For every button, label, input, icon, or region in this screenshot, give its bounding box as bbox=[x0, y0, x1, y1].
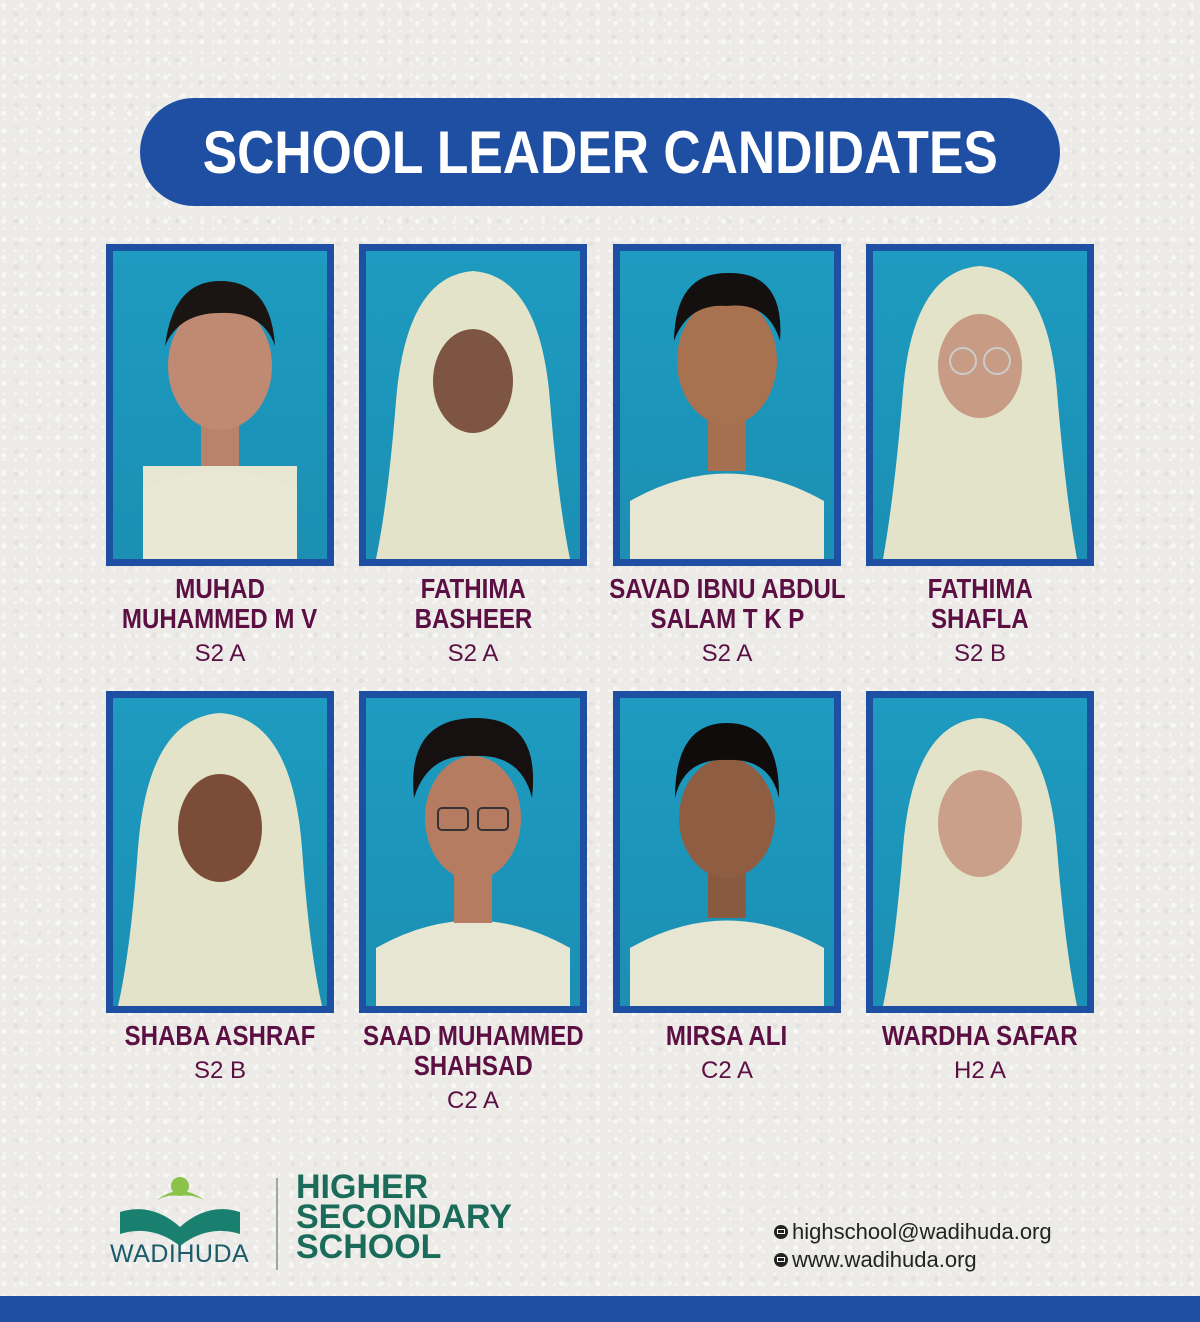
candidate-class: H2 A bbox=[953, 1057, 1007, 1084]
candidate-name: MIRSA ALI bbox=[666, 1020, 788, 1051]
email-icon bbox=[774, 1225, 788, 1239]
photo-frame bbox=[106, 691, 334, 1013]
candidate-name: MUHAD MUHAMMED M V bbox=[122, 573, 318, 634]
website-link[interactable]: www.wadihuda.org bbox=[792, 1247, 977, 1272]
photo-frame bbox=[359, 244, 587, 566]
footer-divider bbox=[276, 1178, 278, 1270]
candidate-photo bbox=[113, 698, 327, 1006]
candidate-photo bbox=[366, 698, 580, 1006]
candidate-class: S2 B bbox=[193, 1057, 247, 1084]
candidate-name: SAAD MUHAMMED SHAHSAD bbox=[362, 1020, 584, 1081]
candidate-class: S2 A bbox=[701, 640, 753, 667]
candidate-photo bbox=[873, 698, 1087, 1006]
photo-frame bbox=[359, 691, 587, 1013]
page-title: SCHOOL LEADER CANDIDATES bbox=[202, 118, 998, 186]
candidate-photo bbox=[366, 251, 580, 559]
photo-frame bbox=[613, 691, 841, 1013]
title-banner bbox=[140, 98, 1060, 206]
photo-frame bbox=[866, 691, 1094, 1013]
contact-info bbox=[774, 1218, 1052, 1274]
email-row[interactable] bbox=[774, 1218, 1052, 1246]
candidate-photo bbox=[620, 251, 834, 559]
candidate-name: SAVAD IBNU ABDUL SALAM T K P bbox=[608, 573, 846, 634]
candidate-class: C2 A bbox=[700, 1057, 754, 1084]
candidate-class: S2 B bbox=[953, 640, 1007, 667]
bottom-bar bbox=[0, 1296, 1200, 1322]
candidate-class: C2 A bbox=[446, 1087, 500, 1114]
candidate-photo bbox=[873, 251, 1087, 559]
photo-frame bbox=[106, 244, 334, 566]
globe-icon bbox=[774, 1253, 788, 1267]
logo-wordmark: WADIHUDA bbox=[110, 1240, 250, 1268]
website-row[interactable] bbox=[774, 1246, 1052, 1274]
school-name: HIGHER SECONDARY SCHOOL bbox=[296, 1168, 512, 1266]
candidate-name: WARDHA SAFAR bbox=[882, 1020, 1078, 1051]
candidate-photo bbox=[620, 698, 834, 1006]
candidate-photo bbox=[113, 251, 327, 559]
candidate-class: S2 A bbox=[194, 640, 246, 667]
candidate-name: SHABA ASHRAF bbox=[124, 1020, 316, 1051]
candidate-class: S2 A bbox=[447, 640, 499, 667]
photo-frame bbox=[866, 244, 1094, 566]
photo-frame bbox=[613, 244, 841, 566]
candidate-name: FATHIMA BASHEER bbox=[414, 573, 532, 634]
candidate-name: FATHIMA SHAFLA bbox=[927, 573, 1033, 634]
email-link[interactable]: highschool@wadihuda.org bbox=[792, 1219, 1052, 1244]
